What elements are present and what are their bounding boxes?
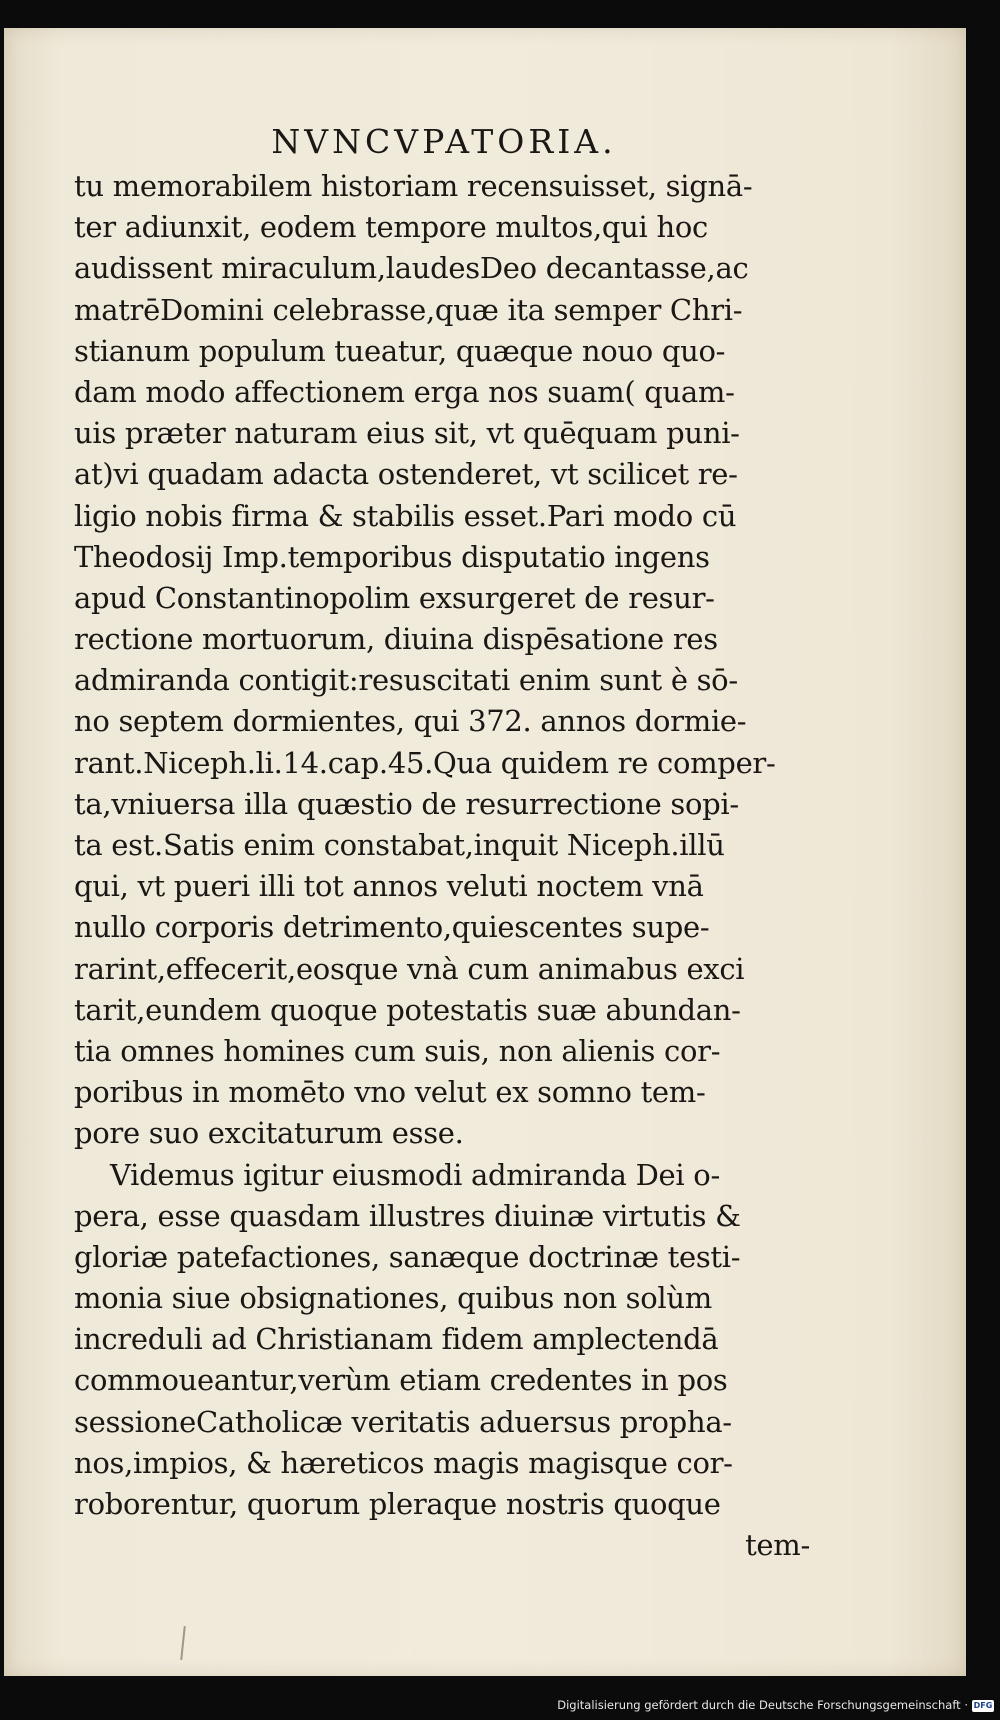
text-line-10: Theodosij Imp.temporibus disputatio ingens — [74, 539, 710, 574]
running-head: NVNCVPATORIA. — [271, 122, 617, 161]
text-line-8: at)vi quadam adacta ostenderet, vt scilicet re- — [74, 457, 738, 492]
digitization-footer — [0, 1694, 1000, 1716]
text-line-19: nullo corporis detrimento,quiescentes supe- — [74, 910, 710, 945]
text-line-26: pera, esse quasdam illustres diuinæ virtutis & — [74, 1198, 741, 1233]
text-line-5: stianum populum tueatur, quæque nouo quo- — [74, 333, 726, 368]
dfg-logo-icon: DFG — [973, 1700, 993, 1710]
text-line-33: roborentur, quorum pleraque nostris quoque — [74, 1487, 721, 1521]
text-line-32: nos,impios, & hæreticos magis magisque cor- — [74, 1445, 733, 1480]
text-line-15: rant.Niceph.li.14.cap.45.Qua quidem re comper- — [74, 745, 776, 780]
text-block — [74, 122, 814, 1566]
text-line-14: no septem dormientes, qui 372. annos dormie- — [74, 704, 747, 739]
text-line-12: rectione mortuorum, diuina dispēsatione res — [74, 622, 718, 657]
text-line-23: poribus in momēto vno velut ex somno tem- — [74, 1075, 706, 1110]
text-line-18: qui, vt pueri illi tot annos veluti noctem vnā — [74, 869, 704, 904]
text-line-27: gloriæ patefactiones, sanæque doctrinæ testi- — [74, 1239, 741, 1274]
text-line-22: tia omnes homines cum suis, non alienis cor- — [74, 1033, 721, 1068]
text-line-24: pore suo excitaturum esse. — [74, 1116, 464, 1151]
text-line-7: uis præter naturam eius sit, vt quēquam puni- — [74, 416, 740, 451]
text-line-31: sessioneCatholicæ veritatis aduersus propha- — [74, 1404, 732, 1439]
footer-credit: Digitalisierung gefördert durch die Deutsche Forschungsgemeinschaft · — [557, 1698, 968, 1712]
text-line-17: ta est.Satis enim constabat,inquit Niceph.illū — [74, 828, 725, 862]
text-line-21: tarit,eundem quoque potestatis suæ abundan- — [74, 992, 741, 1027]
text-line-20: rarint,effecerit,eosque vnà cum animabus exci — [74, 951, 745, 986]
text-line-6: dam modo affectionem erga nos suam( quam- — [74, 374, 735, 409]
text-line-9: ligio nobis firma & stabilis esset.Pari modo cū — [74, 498, 737, 533]
book-page — [4, 28, 966, 1676]
catchword: tem- — [745, 1528, 810, 1563]
text-line-28: monia siue obsignationes, quibus non solùm — [74, 1281, 712, 1316]
text-line-11: apud Constantinopolim exsurgeret de resur- — [74, 580, 715, 615]
text-line-1: tu memorabilem historiam recensuisset, signā- — [74, 169, 753, 203]
text-line-4: matrēDomini celebrasse,quæ ita semper Chri- — [74, 292, 743, 327]
text-line-29: increduli ad Christianam fidem amplectendā — [74, 1322, 719, 1357]
text-line-30: commoueantur,verùm etiam credentes in pos — [74, 1363, 728, 1398]
text-line-3: audissent miraculum,laudesDeo decantasse,ac — [74, 251, 749, 286]
text-line-16: ta,vniuersa illa quæstio de resurrectione sopi- — [74, 786, 739, 821]
paragraph-start-line: Videmus igitur eiusmodi admiranda Dei o- — [110, 1157, 720, 1192]
text-line-13: admiranda contigit:resuscitati enim sunt è sō- — [74, 663, 738, 698]
text-line-2: ter adiunxit, eodem tempore multos,qui hoc — [74, 210, 708, 245]
margin-pen-mark — [180, 1626, 186, 1660]
